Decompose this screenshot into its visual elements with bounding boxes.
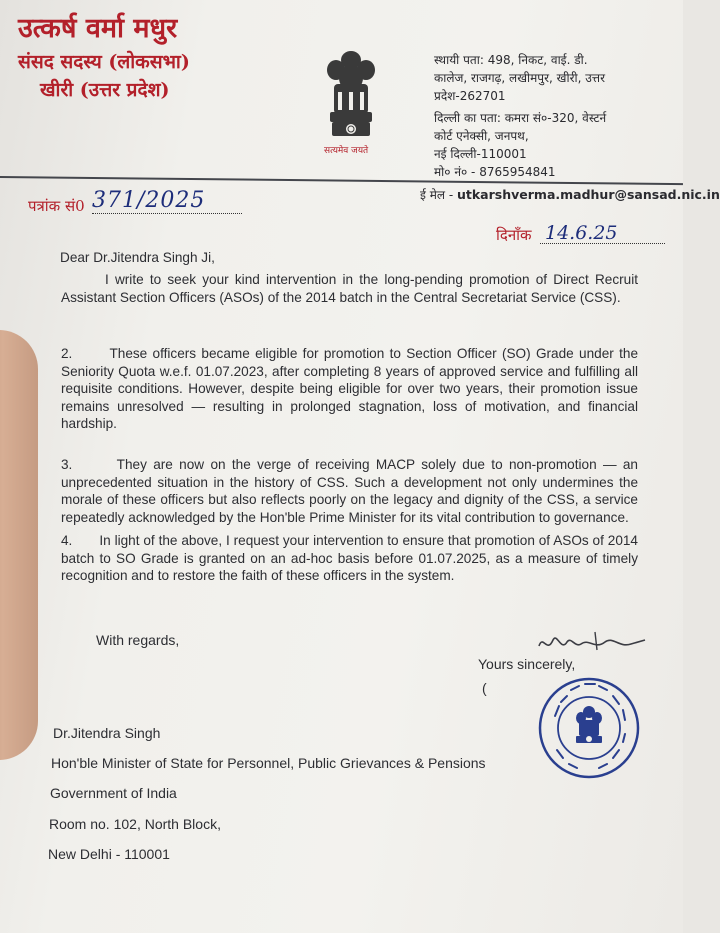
address-line: कोर्ट एनेक्सी, जनपथ,: [434, 129, 529, 143]
emblem-motto: सत्यमेव जयते: [324, 146, 369, 156]
recipient-government: Government of India: [50, 785, 177, 801]
paragraph-text: These officers became eligible for promotion to Section Officer (SO) Grade under the Seniority Quota w.e.f. 01.07.2023, after completing 8 years of approved service and fulfilling all requisite conditions. However, despite being eligible for over two years, their promotion issue remains unresolved — resulting in prolonged stagnation, loss of motivation, and financial hardship.: [61, 346, 638, 432]
email-line: [420, 186, 720, 204]
paragraph-number: 3.: [61, 457, 73, 472]
mp-name: उत्कर्ष वर्मा मधुर: [18, 13, 178, 44]
official-seal-icon: [537, 676, 641, 780]
finger-shadow: [0, 330, 38, 760]
recipient-room: Room no. 102, North Block,: [49, 816, 221, 832]
address-line: दिल्ली का पता: कमरा सं०-320, वेस्टर्न: [434, 111, 607, 125]
address-line: प्रदेश-262701: [434, 89, 506, 103]
signoff-mark: (: [482, 680, 487, 696]
date-underline: [540, 243, 665, 244]
paragraph-4: [61, 532, 638, 585]
mp-constituency: खीरी (उत्तर प्रदेश): [40, 79, 170, 101]
paragraph-number: 4.: [61, 533, 73, 548]
email-label: ई मेल -: [420, 188, 454, 202]
recipient-city: New Delhi - 110001: [48, 846, 170, 862]
paragraph-text: They are now on the verge of receiving MACP solely due to non-promotion — an unprecedented situation in the history of CSS. Such a development not only undermines the morale of these officers but also reflects poorly on the legacy and dignity of the CSS, a service repeatedly acknowledged by the Hon'ble Prime Minister for its vital contribution to governance.: [61, 457, 638, 525]
address-line: कालेज, राजगढ़, लखीमपुर, खीरी, उत्तर: [434, 71, 605, 85]
reference-number: 371/2025: [92, 188, 206, 213]
reference-label: पत्रांक सं0: [28, 197, 85, 215]
recipient-title: Hon'ble Minister of State for Personnel, Public Grievances & Pensions: [51, 755, 486, 771]
mp-designation: संसद सदस्य (लोकसभा): [18, 51, 190, 73]
paragraph-2: [61, 345, 638, 433]
intro-paragraph: I write to seek your kind intervention in the long-pending promotion of Direct Recruit Assistant Section Officers (ASOs) of the 2014 batch in the Central Secretariat Service (CSS).: [61, 272, 638, 305]
email-address: utkarshverma.madhur@sansad.nic.in: [457, 187, 720, 202]
national-emblem-icon: [318, 48, 384, 148]
date-value: 14.6.25: [545, 222, 618, 244]
address-line: नई दिल्ली-110001: [434, 147, 527, 161]
date-label: दिनाँक: [496, 226, 532, 244]
paragraph-3: [61, 456, 638, 526]
recipient-name: Dr.Jitendra Singh: [53, 725, 161, 741]
signoff: Yours sincerely,: [478, 656, 576, 672]
reference-underline: [92, 213, 242, 214]
closing-line: With regards,: [96, 632, 180, 648]
address-line: स्थायी पता: 498, निकट, वाई. डी.: [434, 53, 588, 67]
salutation: Dear Dr.Jitendra Singh Ji,: [60, 250, 215, 265]
paragraph-number: 2.: [61, 346, 73, 361]
phone-number: मो० नं० - 8765954841: [434, 165, 556, 179]
paragraph-text: In light of the above, I request your intervention to ensure that promotion of ASOs of 2014 batch to SO Grade is granted on an ad-hoc basis before 01.07.2025, as a measure of timely recognition and to restore the faith of these officers in the system.: [61, 533, 638, 584]
